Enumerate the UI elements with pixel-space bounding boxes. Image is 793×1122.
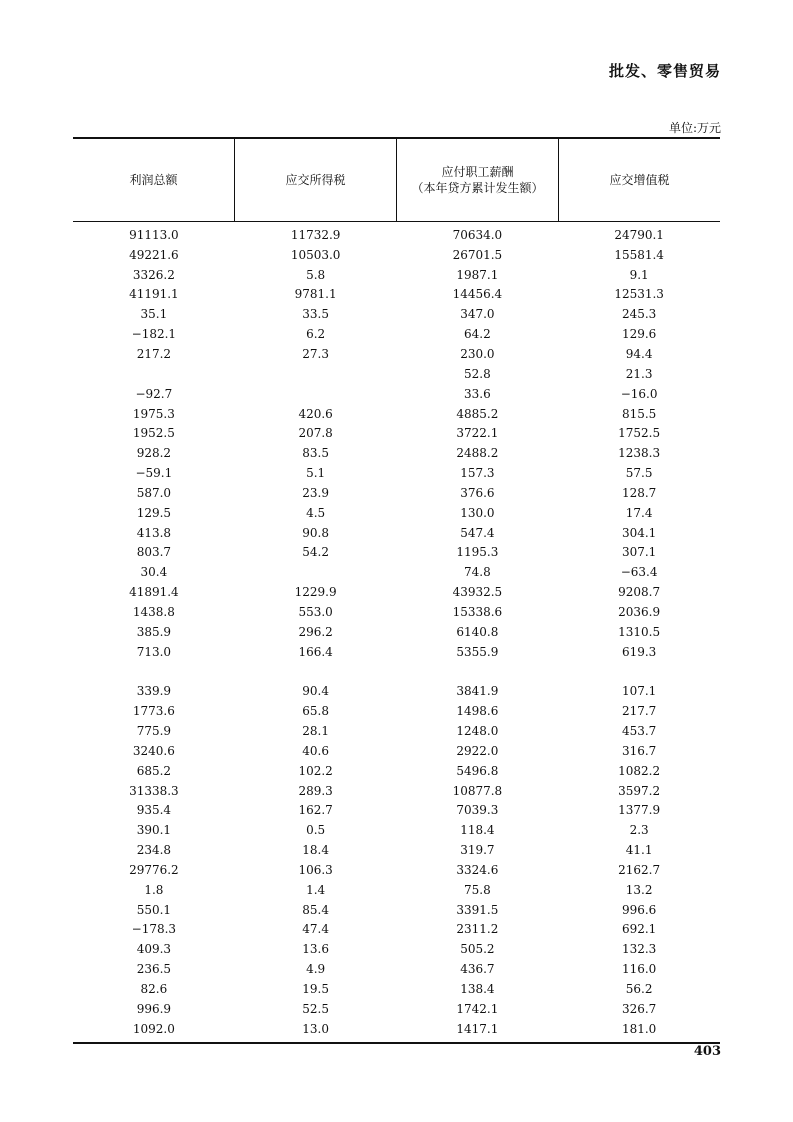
table-row [73, 285, 720, 305]
table-cell: 3324.6 [456, 862, 499, 877]
table-cell: 102.2 [298, 763, 333, 778]
unit-label: 单位:万元 [668, 121, 721, 135]
table-row [73, 344, 720, 364]
table-row [73, 384, 720, 404]
column-header-payroll: 应付职工薪酬 （本年贷方累计发生额） [396, 139, 558, 221]
table-cell: 0.5 [306, 823, 326, 838]
table-cell: 33.6 [464, 386, 491, 401]
table-cell: 6.2 [306, 327, 326, 342]
table-cell: 935.4 [136, 803, 172, 818]
table-cell: 30.4 [140, 565, 168, 580]
table-row [73, 582, 720, 602]
table-row [73, 562, 720, 582]
table-cell: 43932.5 [452, 585, 503, 600]
table-cell: 52.5 [302, 1001, 329, 1016]
data-table [73, 137, 720, 1044]
table-cell: 9.1 [629, 267, 649, 282]
table-cell: 41191.1 [129, 287, 179, 302]
table-row [73, 662, 720, 682]
table-cell: 619.3 [621, 644, 657, 659]
table-row [73, 324, 720, 344]
table-row [73, 741, 720, 761]
column-header-vat: 应交增值税 [558, 139, 720, 221]
table-row [73, 483, 720, 503]
table-row [73, 721, 720, 741]
table-header [73, 139, 720, 222]
table-cell: −92.7 [135, 386, 173, 401]
table-cell: 132.3 [621, 942, 657, 957]
table-cell: 5496.8 [456, 763, 499, 778]
table-row [73, 423, 720, 443]
table-cell: 14456.4 [452, 287, 503, 302]
table-cell: 996.9 [136, 1001, 172, 1016]
table-row [73, 900, 720, 920]
table-cell: 1.4 [306, 882, 326, 897]
table-cell: 15338.6 [452, 604, 503, 619]
table-cell: 1952.5 [132, 426, 175, 441]
table-row [73, 920, 720, 940]
table-cell: 436.7 [460, 962, 495, 977]
table-cell: 41.1 [625, 843, 653, 858]
table-row [73, 602, 720, 622]
table-row [73, 642, 720, 662]
table-cell: 5.8 [306, 267, 326, 282]
table-cell: −182.1 [131, 327, 177, 342]
table-cell: −59.1 [135, 466, 173, 481]
table-cell: 29776.2 [129, 862, 179, 877]
table-cell: 138.4 [460, 981, 495, 996]
table-row [73, 304, 720, 324]
table-row [73, 800, 720, 820]
table-cell: 3326.2 [132, 267, 175, 282]
table-cell: −63.4 [620, 565, 658, 580]
table-cell: 17.4 [625, 505, 653, 520]
table-cell: 550.1 [136, 902, 172, 917]
bottom-rule [73, 1042, 720, 1044]
table-cell: 1438.8 [132, 604, 175, 619]
table-cell: 19.5 [302, 981, 329, 996]
table-body [73, 222, 720, 1042]
table-row [73, 265, 720, 285]
table-cell: 31338.3 [129, 783, 179, 798]
table-cell: 6140.8 [456, 624, 499, 639]
table-cell: 547.4 [460, 525, 495, 540]
table-cell: 10877.8 [452, 783, 503, 798]
table-cell: 18.4 [302, 843, 329, 858]
table-cell: 1742.1 [456, 1001, 499, 1016]
table-cell: 385.9 [136, 624, 172, 639]
table-row [73, 443, 720, 463]
table-cell: 296.2 [298, 624, 333, 639]
table-cell: 116.0 [621, 962, 657, 977]
table-cell: 1773.6 [132, 704, 175, 719]
table-cell: 453.7 [621, 724, 657, 739]
table-cell: 52.8 [464, 366, 491, 381]
table-row [73, 1019, 720, 1039]
table-cell: 553.0 [298, 604, 333, 619]
table-cell: 130.0 [460, 505, 495, 520]
table-cell: 12531.3 [614, 287, 664, 302]
table-cell: 420.6 [298, 406, 333, 421]
table-cell: 23.9 [302, 485, 329, 500]
table-cell: 47.4 [302, 922, 329, 937]
table-cell: 1082.2 [618, 763, 661, 778]
table-cell: 3240.6 [132, 743, 175, 758]
table-row [73, 701, 720, 721]
table-cell: 3841.9 [456, 684, 499, 699]
table-cell: −178.3 [131, 922, 177, 937]
table-cell: 10503.0 [290, 247, 341, 262]
table-cell: 339.9 [136, 684, 172, 699]
table-cell: 234.8 [136, 843, 172, 858]
table-cell: 1195.3 [456, 545, 499, 560]
table-cell: 316.7 [621, 743, 657, 758]
table-cell: 54.2 [302, 545, 329, 560]
table-row [73, 364, 720, 384]
table-cell: 409.3 [136, 942, 172, 957]
table-cell: 4.5 [306, 505, 326, 520]
table-cell: 1987.1 [456, 267, 499, 282]
table-cell: 7039.3 [456, 803, 499, 818]
table-cell: 413.8 [136, 525, 172, 540]
table-row [73, 761, 720, 781]
table-cell: 775.9 [136, 724, 172, 739]
table-row [73, 860, 720, 880]
table-cell: 128.7 [621, 485, 657, 500]
table-cell: 928.2 [136, 446, 172, 461]
table-cell: 162.7 [298, 803, 333, 818]
table-row [73, 840, 720, 860]
table-cell: 587.0 [136, 485, 172, 500]
table-cell: 1.8 [144, 882, 164, 897]
table-cell: 230.0 [460, 346, 495, 361]
table-cell: 2311.2 [456, 922, 499, 937]
table-cell: 1377.9 [618, 803, 661, 818]
table-row [73, 681, 720, 701]
table-cell: 166.4 [298, 644, 333, 659]
table-cell: 5355.9 [456, 644, 499, 659]
table-cell: 118.4 [460, 823, 495, 838]
table-cell: 13.6 [302, 942, 329, 957]
table-cell: 245.3 [621, 307, 657, 322]
table-cell: 289.3 [298, 783, 333, 798]
table-cell: 1310.5 [618, 624, 661, 639]
table-cell: 83.5 [302, 446, 329, 461]
table-cell: 207.8 [298, 426, 333, 441]
table-row [73, 503, 720, 523]
table-cell: 57.5 [625, 466, 653, 481]
table-cell: 4.9 [306, 962, 326, 977]
table-cell: 24790.1 [614, 227, 664, 242]
section-title: 批发、零售贸易 [608, 62, 721, 80]
table-cell: 1752.5 [618, 426, 661, 441]
table-row [73, 404, 720, 424]
table-row [73, 622, 720, 642]
table-cell: 91113.0 [129, 227, 179, 242]
table-cell: 65.8 [302, 704, 329, 719]
table-cell: 90.4 [302, 684, 329, 699]
table-cell: 236.5 [136, 962, 172, 977]
table-cell: 2922.0 [456, 743, 499, 758]
table-cell: 129.5 [136, 505, 172, 520]
table-cell: 28.1 [302, 724, 329, 739]
table-cell: 106.3 [298, 862, 333, 877]
table-cell: 1975.3 [132, 406, 175, 421]
table-row [73, 523, 720, 543]
table-cell: 94.4 [625, 346, 653, 361]
table-cell: 64.2 [464, 327, 491, 342]
table-cell: 996.6 [621, 902, 657, 917]
table-cell: 129.6 [621, 327, 657, 342]
table-cell: 13.0 [302, 1021, 329, 1036]
column-header-total-profit: 利润总额 [129, 173, 178, 187]
table-cell: 347.0 [460, 307, 495, 322]
table-cell: 692.1 [621, 922, 657, 937]
table-cell: 3722.1 [456, 426, 499, 441]
table-cell: 85.4 [302, 902, 329, 917]
table-cell: 3597.2 [618, 783, 661, 798]
table-cell: 217.7 [621, 704, 657, 719]
table-cell: 41891.4 [129, 585, 179, 600]
table-cell: 505.2 [460, 942, 495, 957]
table-cell: 2.3 [629, 823, 649, 838]
table-cell: 2036.9 [618, 604, 661, 619]
table-row [73, 463, 720, 483]
table-cell: 390.1 [136, 823, 172, 838]
table-cell: 181.0 [621, 1021, 657, 1036]
table-cell: 74.8 [464, 565, 491, 580]
table-cell: 9208.7 [618, 585, 661, 600]
page-number: 403 [693, 1044, 721, 1059]
table-cell: 13.2 [625, 882, 653, 897]
table-cell: 11732.9 [290, 227, 341, 242]
table-cell: 70634.0 [452, 227, 503, 242]
table-cell: 35.1 [140, 307, 168, 322]
table-cell: 319.7 [460, 843, 495, 858]
table-row [73, 781, 720, 801]
table-cell: 82.6 [140, 981, 168, 996]
table-cell: 49221.6 [129, 247, 179, 262]
table-cell: 307.1 [621, 545, 657, 560]
table-cell: −16.0 [620, 386, 658, 401]
table-cell: 1498.6 [456, 704, 499, 719]
table-row [73, 543, 720, 563]
table-cell: 27.3 [302, 346, 329, 361]
table-cell: 4885.2 [456, 406, 499, 421]
table-row [73, 820, 720, 840]
column-header-income-tax: 应交所得税 [234, 139, 396, 221]
table-cell: 2488.2 [456, 446, 499, 461]
table-cell: 685.2 [136, 763, 172, 778]
table-cell: 217.2 [136, 346, 172, 361]
table-cell: 713.0 [136, 644, 172, 659]
table-cell: 75.8 [464, 882, 491, 897]
table-cell: 21.3 [625, 366, 653, 381]
table-cell: 107.1 [621, 684, 657, 699]
table-row [73, 979, 720, 999]
table-cell: 803.7 [136, 545, 172, 560]
table-cell: 5.1 [306, 466, 326, 481]
table-cell: 2162.7 [618, 862, 661, 877]
table-cell: 9781.1 [294, 287, 337, 302]
table-row [73, 245, 720, 265]
table-cell: 90.8 [302, 525, 329, 540]
table-cell: 1238.3 [618, 446, 661, 461]
table-cell: 1229.9 [294, 585, 337, 600]
table-cell: 1417.1 [456, 1021, 499, 1036]
table-cell: 304.1 [621, 525, 657, 540]
table-row [73, 939, 720, 959]
table-cell: 157.3 [460, 466, 495, 481]
table-cell: 376.6 [460, 485, 495, 500]
table-row [73, 959, 720, 979]
table-cell: 40.6 [302, 743, 329, 758]
table-cell: 56.2 [625, 981, 653, 996]
table-cell: 26701.5 [452, 247, 503, 262]
table-row [73, 225, 720, 245]
table-cell: 33.5 [302, 307, 329, 322]
table-cell: 1248.0 [456, 724, 499, 739]
table-row [73, 999, 720, 1019]
table-row [73, 880, 720, 900]
table-cell: 1092.0 [132, 1021, 175, 1036]
table-cell: 326.7 [621, 1001, 657, 1016]
table-cell: 15581.4 [614, 247, 664, 262]
table-cell: 3391.5 [456, 902, 499, 917]
table-cell: 815.5 [621, 406, 657, 421]
